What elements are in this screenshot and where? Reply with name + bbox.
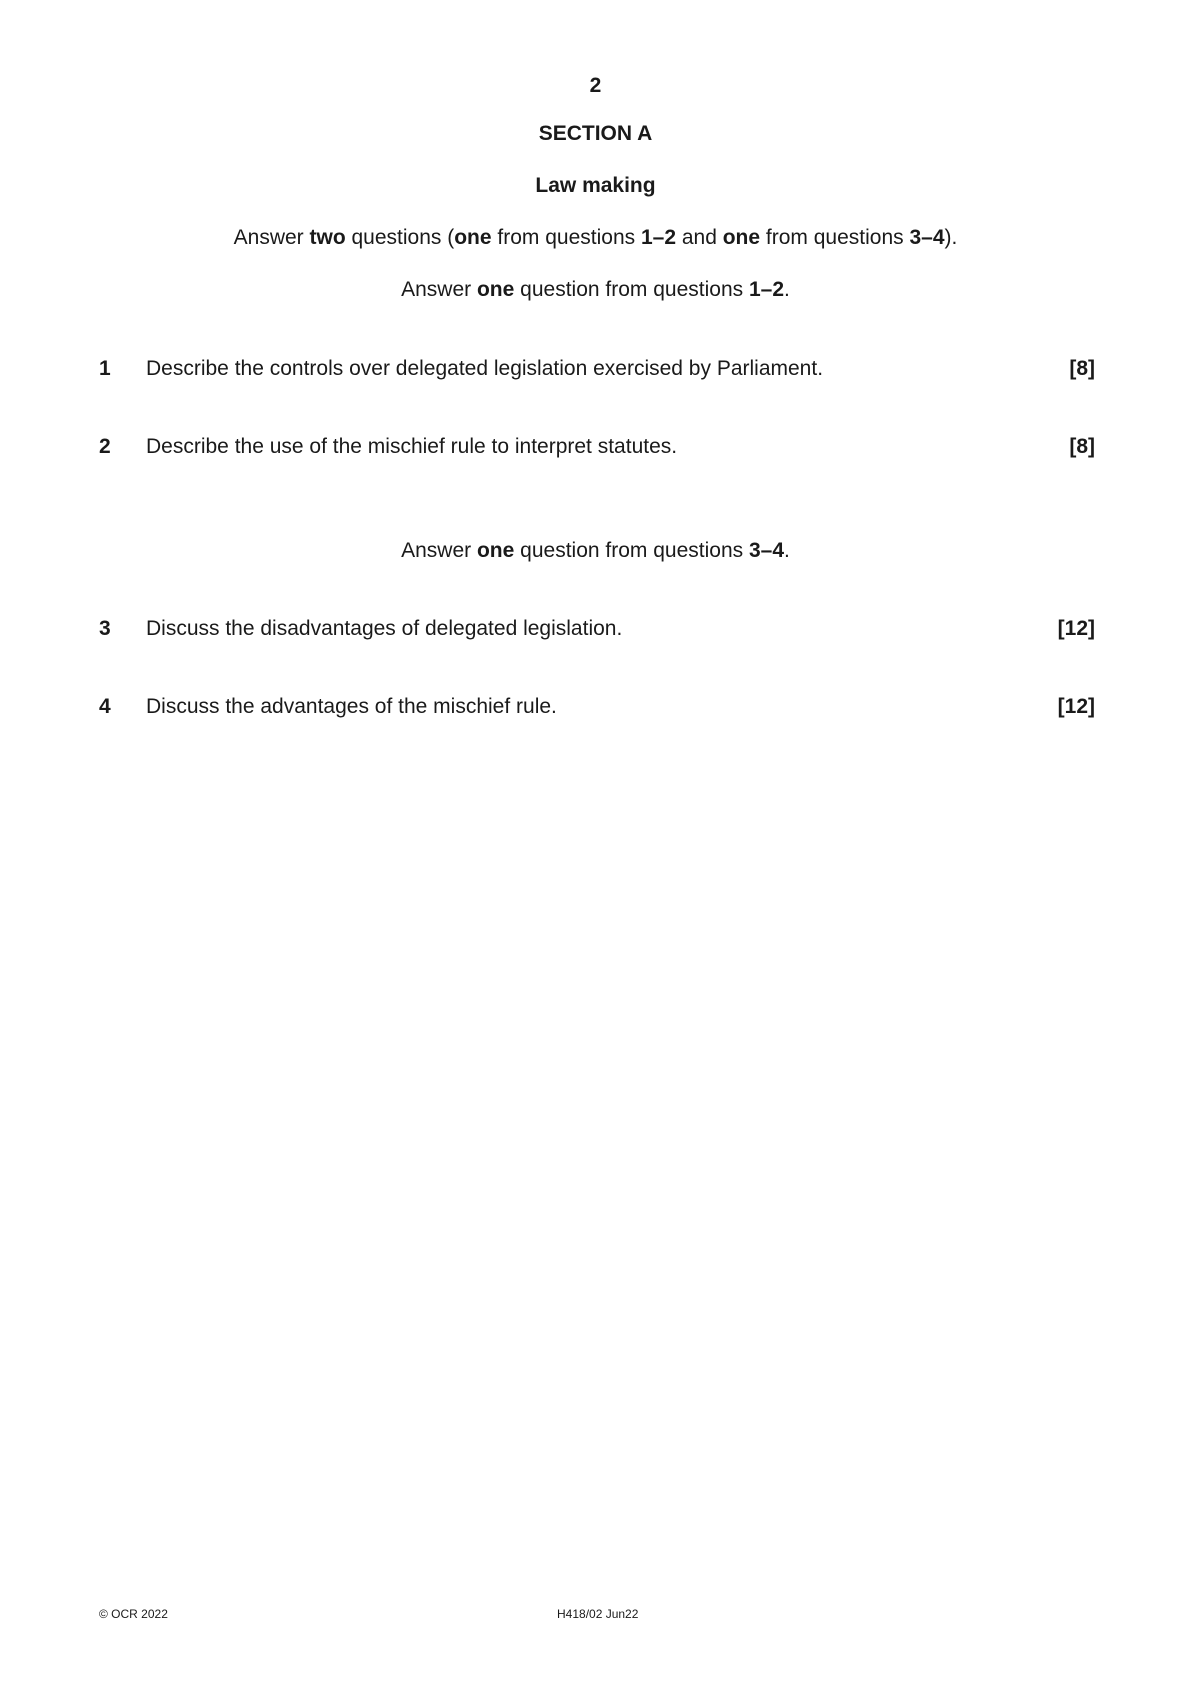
question-text: Describe the use of the mischief rule to interpret statutes. <box>146 435 678 458</box>
instruction-text: question from questions <box>514 539 749 562</box>
instruction-answer-two <box>0 226 1191 250</box>
instruction-text: . <box>784 278 790 301</box>
instruction-text: ). <box>944 226 958 249</box>
instruction-text: from questions <box>760 226 910 249</box>
instruction-text: Answer <box>233 226 310 249</box>
instruction-emphasis: 3–4 <box>909 226 945 249</box>
instruction-text: Answer <box>401 539 477 562</box>
question-2 <box>0 435 1191 465</box>
instruction-emphasis: one <box>476 278 515 301</box>
footer-copyright: © OCR 2022 <box>99 1607 168 1621</box>
instruction-emphasis: 3–4 <box>748 539 785 562</box>
instruction-group-2 <box>0 539 1191 563</box>
question-text: Describe the controls over delegated legislation exercised by Parliament. <box>146 357 824 380</box>
footer-paper-code: H418/02 Jun22 <box>557 1607 639 1621</box>
section-subtitle: Law making <box>535 174 656 197</box>
instruction-emphasis: 1–2 <box>640 226 677 249</box>
instruction-emphasis: 1–2 <box>748 278 785 301</box>
instruction-group-1 <box>0 278 1191 302</box>
instruction-emphasis: one <box>454 226 492 249</box>
instruction-text: Answer <box>401 278 477 301</box>
question-3 <box>0 617 1191 647</box>
instruction-emphasis: two <box>309 226 346 249</box>
question-number: 1 <box>99 357 111 380</box>
question-marks: [12] <box>1057 617 1095 640</box>
question-number: 2 <box>99 435 111 458</box>
section-title: SECTION A <box>538 122 653 145</box>
question-marks: [8] <box>1069 357 1095 380</box>
instruction-emphasis: one <box>476 539 515 562</box>
question-marks: [8] <box>1069 435 1095 458</box>
question-1 <box>0 357 1191 387</box>
question-number: 3 <box>99 617 111 640</box>
question-text: Discuss the disadvantages of delegated legislation. <box>146 617 623 640</box>
page-number: 2 <box>589 74 602 97</box>
question-number: 4 <box>99 695 111 718</box>
question-4 <box>0 695 1191 725</box>
instruction-text: question from questions <box>514 278 749 301</box>
question-text: Discuss the advantages of the mischief rule. <box>146 695 557 718</box>
question-marks: [12] <box>1057 695 1095 718</box>
instruction-text: from questions <box>491 226 641 249</box>
instruction-text: . <box>784 539 790 562</box>
instruction-emphasis: one <box>722 226 761 249</box>
instruction-text: questions ( <box>345 226 455 249</box>
instruction-text: and <box>676 226 723 249</box>
